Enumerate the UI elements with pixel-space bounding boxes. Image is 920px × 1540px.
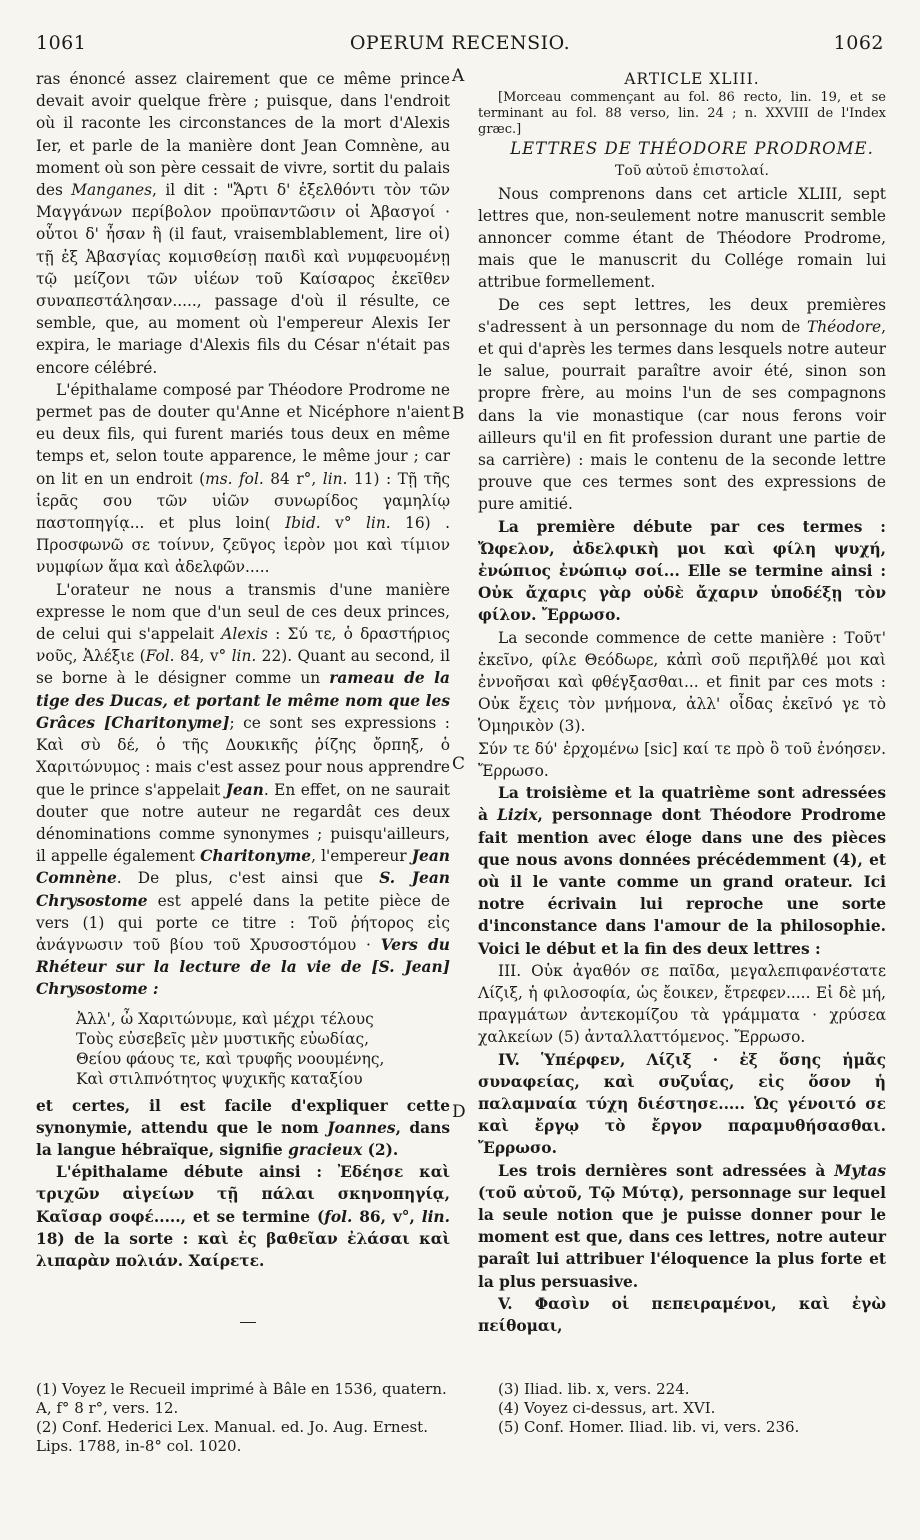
verse-line: Καὶ στιλπνότητος ψυχικῆς καταξίου <box>76 1069 363 1088</box>
footnotes-right <box>498 1380 878 1437</box>
right-paragraph-7: IV. Ὑπέρφεν, Λίζιξ · ἐξ ὅσης ἡμᾶς συναφείας, καὶ συζυΐας, εἰς ὅσον ἡ παλαμναία τύχη διέστησε..... Ὡς γένοιτό σε καὶ ἔργῳ τὸ ἔργον παραμυθήσασθαι. Ἔρρωσο. <box>478 1050 886 1158</box>
verse-line: Τοὺς εὐσεβεῖς μὲν μυστικῆς εὐωδίας, <box>76 1029 369 1048</box>
left-page-number: 1061 <box>36 32 87 54</box>
footnote: (3) Iliad. lib. x, vers. 224. <box>498 1380 690 1398</box>
running-title: OPERUM RECENSIO. <box>349 32 571 54</box>
right-paragraph-3: La première débute par ces termes : Ὤφελον, ἀδελφικὴ μοι καὶ φίλη ψυχή, ἐνώπιος ἐνώπιῳ σοί... Elle se termine ainsi : Οὐκ ἄχαρις γὰρ οὐδὲ ἄχαριν ὑποδέξῃ τὸν φίλον. Ἔρρωσο. <box>478 517 886 625</box>
left-paragraph-3: L'orateur ne nous a transmis d'une manière expresse le nom que d'un seul de ces deux princes, de celui qui s'appelait Alexis : Σύ τε, ὁ δραστήριος νοῦς, Ἀλέξιε (Fol. 84, v° lin. 22). Quant au second, il se borne à le désigner comme un rameau de la tige des Ducas, et portant le même nom que les Grâces [Charitonyme]; ce sont ses expressions : Καὶ σὺ δέ, ὁ τῆς Δουκικῆς ῥίζης ὄρπηξ, ὁ Χαριτώνυμος : mais c'est assez pour nous apprendre que le prince s'appelait Jean. En effet, on ne saurait douter que notre auteur ne regardât ces deux dénominations comme synonymes ; puisqu'ailleurs, il appelle également Charitonyme, l'empereur Jean Comnène. De plus, c'est ainsi que S. Jean Chrysostome est appelé dans la petite pièce de vers (1) qui porte ce titre : Τοῦ ῥήτορος εἰς ἀνάγνωσιν τοῦ βίου τοῦ Χρυσοστόμου · Vers du Rhéteur sur la lecture de la vie de [S. Jean] Chrysostome : <box>36 580 451 999</box>
left-paragraph-5: L'épithalame débute ainsi : Ἐδέησε καὶ τριχῶν αἰγείων τῇ πάλαι σκηνοπηγίᾳ, Καῖσαρ σοφέ....., et se termine (fol. 86, v°, lin. 18) de la sorte : καὶ ἐς βαθεῖαν ἐλάσαι καὶ λιπαρὰν πολιάν. Χαίρετε. <box>36 1163 450 1270</box>
right-paragraph-9: V. Φασὶν οἱ πεπειραμένοι, καὶ ἐγὼ πείθομαι, <box>478 1294 886 1335</box>
footnote: (5) Conf. Homer. Iliad. lib. vi, vers. 236. <box>498 1418 800 1436</box>
footnote: (2) Conf. Hederici Lex. Manual. ed. Jo. Aug. Ernest. Lips. 1788, in-8° col. 1020. <box>36 1418 428 1455</box>
right-column <box>478 68 886 1337</box>
left-paragraph-4: et certes, il est facile d'expliquer cette synonymie, attendu que le nom Joannes, dans la langue hébraïque, signifie gracieux (2). <box>36 1096 451 1159</box>
right-paragraph-2: De ces sept lettres, les deux premières s'adressent à un personnage du nom de Théodore, et qui d'après les termes dans lesquels notre auteur le salue, pourrait paraître avoir été, sinon son propre frère, au moins l'un de ses compagnons dans la vie monastique (car nous ferons voir ailleurs qu'il en fit profession durant une partie de sa carrière) : mais le contenu de la seconde lettre prouve que ces termes sont des expressions de pure amitié. <box>478 295 886 514</box>
verse-line: Ἀλλ', ὦ Χαριτώνυμε, καὶ μέχρι τέλους <box>76 1009 374 1028</box>
right-page-number: 1062 <box>833 32 884 54</box>
running-head <box>36 32 884 60</box>
right-paragraph-6: III. Οὐκ ἀγαθόν σε παῖδα, μεγαλεπιφανέστατε Λίζιξ, ἡ φιλοσοφία, ὡς ἔοικεν, ἔτρεφεν..... Εἰ δὲ μή, πραγμάτων ἀντεκομίζου τὰ γράμματα · χρύσεα χαλκείων (5) ἀνταλλαττόμενος. Ἔρρωσο. <box>478 961 886 1047</box>
verse-line: Θείου φάους τε, καὶ τρυφῆς νοουμένης, <box>76 1049 385 1068</box>
footnotes-left <box>36 1380 450 1456</box>
left-column <box>36 68 450 1272</box>
article-heading: ARTICLE XLIII. <box>624 70 760 88</box>
left-paragraph-1: ras énoncé assez clairement que ce même prince devait avoir quelque frère ; puisque, dans l'endroit où il raconte les circonstances de la mort d'Alexis Ier, et parle de la manière dont Jean Comnène, au moment où son père cessait de vivre, sortit du palais des Manganes, il dit : "Ἄρτι δ' ἐξελθόντι τὸν τῶν Μαγγάνων περίβολον προϋπαντῶσιν οἱ Ἀβασγοί · οὗτοι δ' ἦσαν ἢ (il faut, vraisemblablement, lire οἱ) τῇ ἐξ Ἀβασγίας κομισθείσῃ παιδὶ καὶ νυμφευομένῃ τῷ μείζονι τῶν υἱέων τοῦ Καίσαρος ἐκεῖθεν συναπεστάλησαν....., passage d'où il résulte, ce semble, que, au moment où l'empereur Alexis Ier expira, le mariage d'Alexis fils du César n'était pas encore célébré. <box>36 70 450 377</box>
right-paragraph-1: Nous comprenons dans cet article XLIII, sept lettres que, non-seulement notre manuscrit semble annoncer comme étant de Théodore Prodrome, mais que le manuscrit du Collége romain lui attribue formellement. <box>478 184 886 292</box>
right-paragraph-8: Les trois dernières sont adressées à Mytas (τοῦ αὐτοῦ, Τῷ Μύτᾳ), personnage sur lequel la seule notion que je puisse donner pour le moment est que, dans ces lettres, notre auteur paraît lui attribuer l'éloquence la plus forte et la plus persuasive. <box>478 1161 886 1291</box>
article-source-note: [Morceau commençant au fol. 86 recto, lin. 19, et se terminant au fol. 88 verso, lin. 24 ; n. XXVIII de l'Index græc.] <box>478 90 886 138</box>
margin-marker-b: B <box>452 404 465 424</box>
verse-block <box>76 1009 450 1089</box>
right-paragraph-5: La troisième et la quatrième sont adressées à Lizix, personnage dont Théodore Prodrome fait mention avec éloge dans une des pièces que nous avons données précédemment (4), et où il le vante comme un grand orateur. Ici notre écrivain lui reproche une sorte d'inconstance dans l'amour de la philosophie. Voici le début et la fin des deux lettres : <box>478 784 886 958</box>
right-paragraph-4: La seconde commence de cette manière : Τοῦτ' ἐκεῖνο, φίλε Θεόδωρε, κἀπὶ σοῦ περιῆλθέ μοι καὶ ἐννοῆσαι καὶ φθέγξασθαι... et finit par ces mots : Οὐκ ἔχεις τὸν μνήμονα, ἀλλ' οἶδας ἐκεῖνό γε τὸ Ὁμηρικὸν (3). <box>478 628 886 736</box>
section-title: LETTRES DE THÉODORE PRODROME. <box>510 139 874 159</box>
section-separator <box>240 1322 256 1323</box>
margin-marker-a: A <box>452 66 465 86</box>
footnote: (4) Voyez ci-dessus, art. XVI. <box>498 1399 716 1417</box>
left-paragraph-2: L'épithalame composé par Théodore Prodrome ne permet pas de douter qu'Anne et Nicéphore n'aient eu deux fils, qui furent mariés tous deux en même temps et, selon toute apparence, le même jour ; car on lit en un endroit (ms. fol. 84 r°, lin. 11) : Τῇ τῆς ἱερᾶς σου τῶν υἱῶν συνωρίδος γαμηλίῳ παστοπηγίᾳ... et plus loin( Ibid. v° lin. 16) . Προσφωνῶ σε τοίνυν, ζεῦγος ἱερὸν μοι καὶ τίμιον νυμφίων ἅμα καὶ ἀδελφῶν..... <box>36 380 450 577</box>
footnote: (1) Voyez le Recueil imprimé à Bâle en 1536, quatern. A, f° 8 r°, vers. 12. <box>36 1380 447 1417</box>
margin-marker-c: C <box>452 754 466 774</box>
section-subtitle: Τοῦ αὐτοῦ ἐπιστολαί. <box>614 163 770 180</box>
right-paragraph-4b: Σύν τε δύ' ἐρχομένω [sic] καί τε πρὸ ὃ τοῦ ἐνόησεν. Ἔρρωσο. <box>478 739 886 780</box>
margin-marker-d: D <box>452 1102 466 1122</box>
